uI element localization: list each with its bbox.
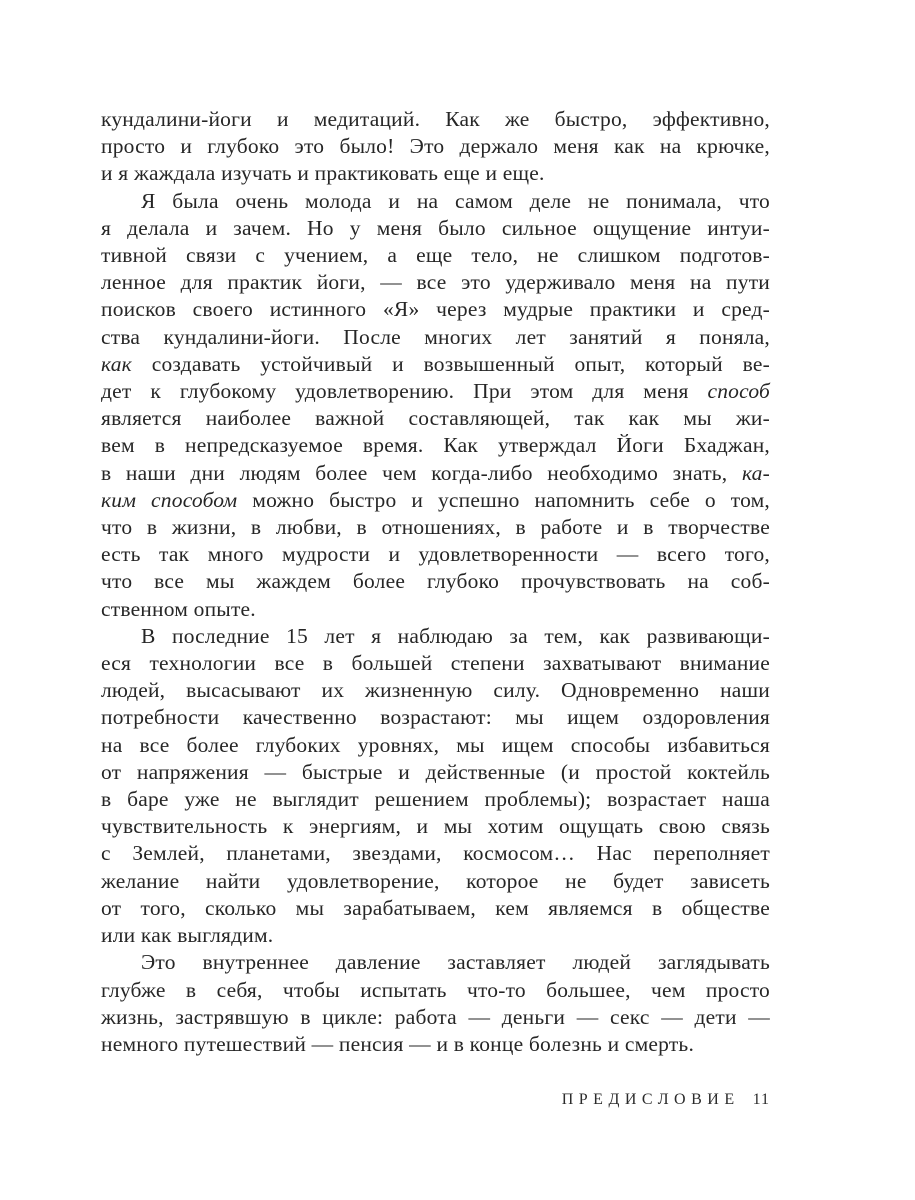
text-segment: желание найти удовлетворение, которое не будет зависеть [101,868,770,893]
text-line [101,759,770,786]
text-line [101,351,770,378]
text-segment: что в жизни, в любви, в отношениях, в работе и в творчестве [101,515,770,540]
text-segment: ства кундалини-йоги. После многих лет занятий я поняла, [101,324,770,349]
text-line [101,895,770,922]
italic-text-segment: как [101,351,132,376]
text-segment: в наши дни людям более чем когда-либо необходимо знать, [101,460,742,485]
text-segment: ленное для практик йоги, — все это удерживало меня на пути [101,270,770,295]
text-line [101,568,770,595]
text-line [101,324,770,351]
text-line [101,160,770,187]
text-segment: чувствительность к энергиям, и мы хотим ощущать свою связь [101,814,770,839]
text-line [101,188,770,215]
text-line [101,541,770,568]
text-line [101,487,770,514]
text-line [101,1004,770,1031]
text-line [101,1031,770,1058]
text-segment: людей, высасывают их жизненную силу. Одновременно наши [101,678,770,703]
text-line [101,133,770,160]
text-segment: я делала и зачем. Но у меня было сильное ощущение интуи- [101,215,770,240]
page-footer [101,1091,770,1109]
text-line [101,269,770,296]
footer-section-title: ПРЕДИСЛОВИЕ [561,1091,740,1108]
text-segment: В последние 15 лет я наблюдаю за тем, как развивающи- [141,623,770,648]
text-segment: дет к глубокому удовлетворению. При этом для меня [101,379,708,404]
text-line [101,677,770,704]
text-segment: тивной связи с учением, а еще тело, не слишком подготов- [101,243,770,268]
text-segment: жизнь, застрявшую в цикле: работа — деньги — секс — дети — [101,1004,770,1029]
text-line [101,732,770,759]
text-line [101,977,770,1004]
text-segment: Я была очень молода и на самом деле не понимала, что [141,188,770,213]
text-line [101,514,770,541]
text-segment: есть так много мудрости и удовлетворенности — всего того, [101,542,770,567]
text-line [101,786,770,813]
text-segment: создавать устойчивый и возвышенный опыт, который ве- [131,351,770,376]
text-line [101,432,770,459]
text-line [101,460,770,487]
text-segment: в баре уже не выглядит решением проблемы); возрастает наша [101,787,770,812]
text-line [101,922,770,949]
text-line [101,405,770,432]
text-segment: с Землей, планетами, звездами, космосом… Нас переполняет [101,841,770,866]
italic-text-segment: ким способом [101,487,238,512]
text-segment: и я жаждала изучать и практиковать еще и еще. [101,161,545,186]
text-line [101,840,770,867]
text-line [101,296,770,323]
text-segment: просто и глубоко это было! Это держало меня как на крючке, [101,134,770,159]
text-line [101,378,770,405]
text-segment: или как выглядим. [101,923,274,948]
text-segment: вем в непредсказуемое время. Как утверждал Йоги Бхаджан, [101,433,770,458]
text-line [101,242,770,269]
text-line [101,949,770,976]
footer-page-number: 11 [752,1091,770,1108]
text-segment: поисков своего истинного «Я» через мудрые практики и сред- [101,297,770,322]
body-text [101,106,770,1058]
italic-text-segment: ка- [741,460,770,485]
text-segment: потребности качественно возрастают: мы ищем оздоровления [101,705,770,730]
text-segment: немного путешествий — пенсия — и в конце болезнь и смерть. [101,1031,695,1056]
text-segment: кундалини-йоги и медитаций. Как же быстро, эффективно, [101,107,770,131]
text-line [101,704,770,731]
text-line [101,813,770,840]
italic-text-segment: способ [707,379,770,404]
text-line [101,106,770,133]
text-line [101,650,770,677]
text-line [101,596,770,623]
text-line [101,623,770,650]
text-segment: можно быстро и успешно напомнить себе о том, [237,487,770,512]
text-segment: от того, сколько мы зарабатываем, кем являемся в обществе [101,895,770,920]
text-segment: является наиболее важной составляющей, так как мы жи- [101,406,770,431]
text-line [101,215,770,242]
text-line [101,868,770,895]
text-segment: еся технологии все в большей степени захватывают внимание [101,651,770,676]
text-segment: на все более глубоких уровнях, мы ищем способы избавиться [101,732,770,757]
text-segment: что все мы жаждем более глубоко прочувствовать на соб- [101,569,770,594]
text-segment: ственном опыте. [101,596,256,621]
text-segment: глубже в себя, чтобы испытать что-то большее, чем просто [101,977,770,1002]
text-segment: Это внутреннее давление заставляет людей заглядывать [141,950,770,975]
text-segment: от напряжения — быстрые и действенные (и простой коктейль [101,759,770,784]
